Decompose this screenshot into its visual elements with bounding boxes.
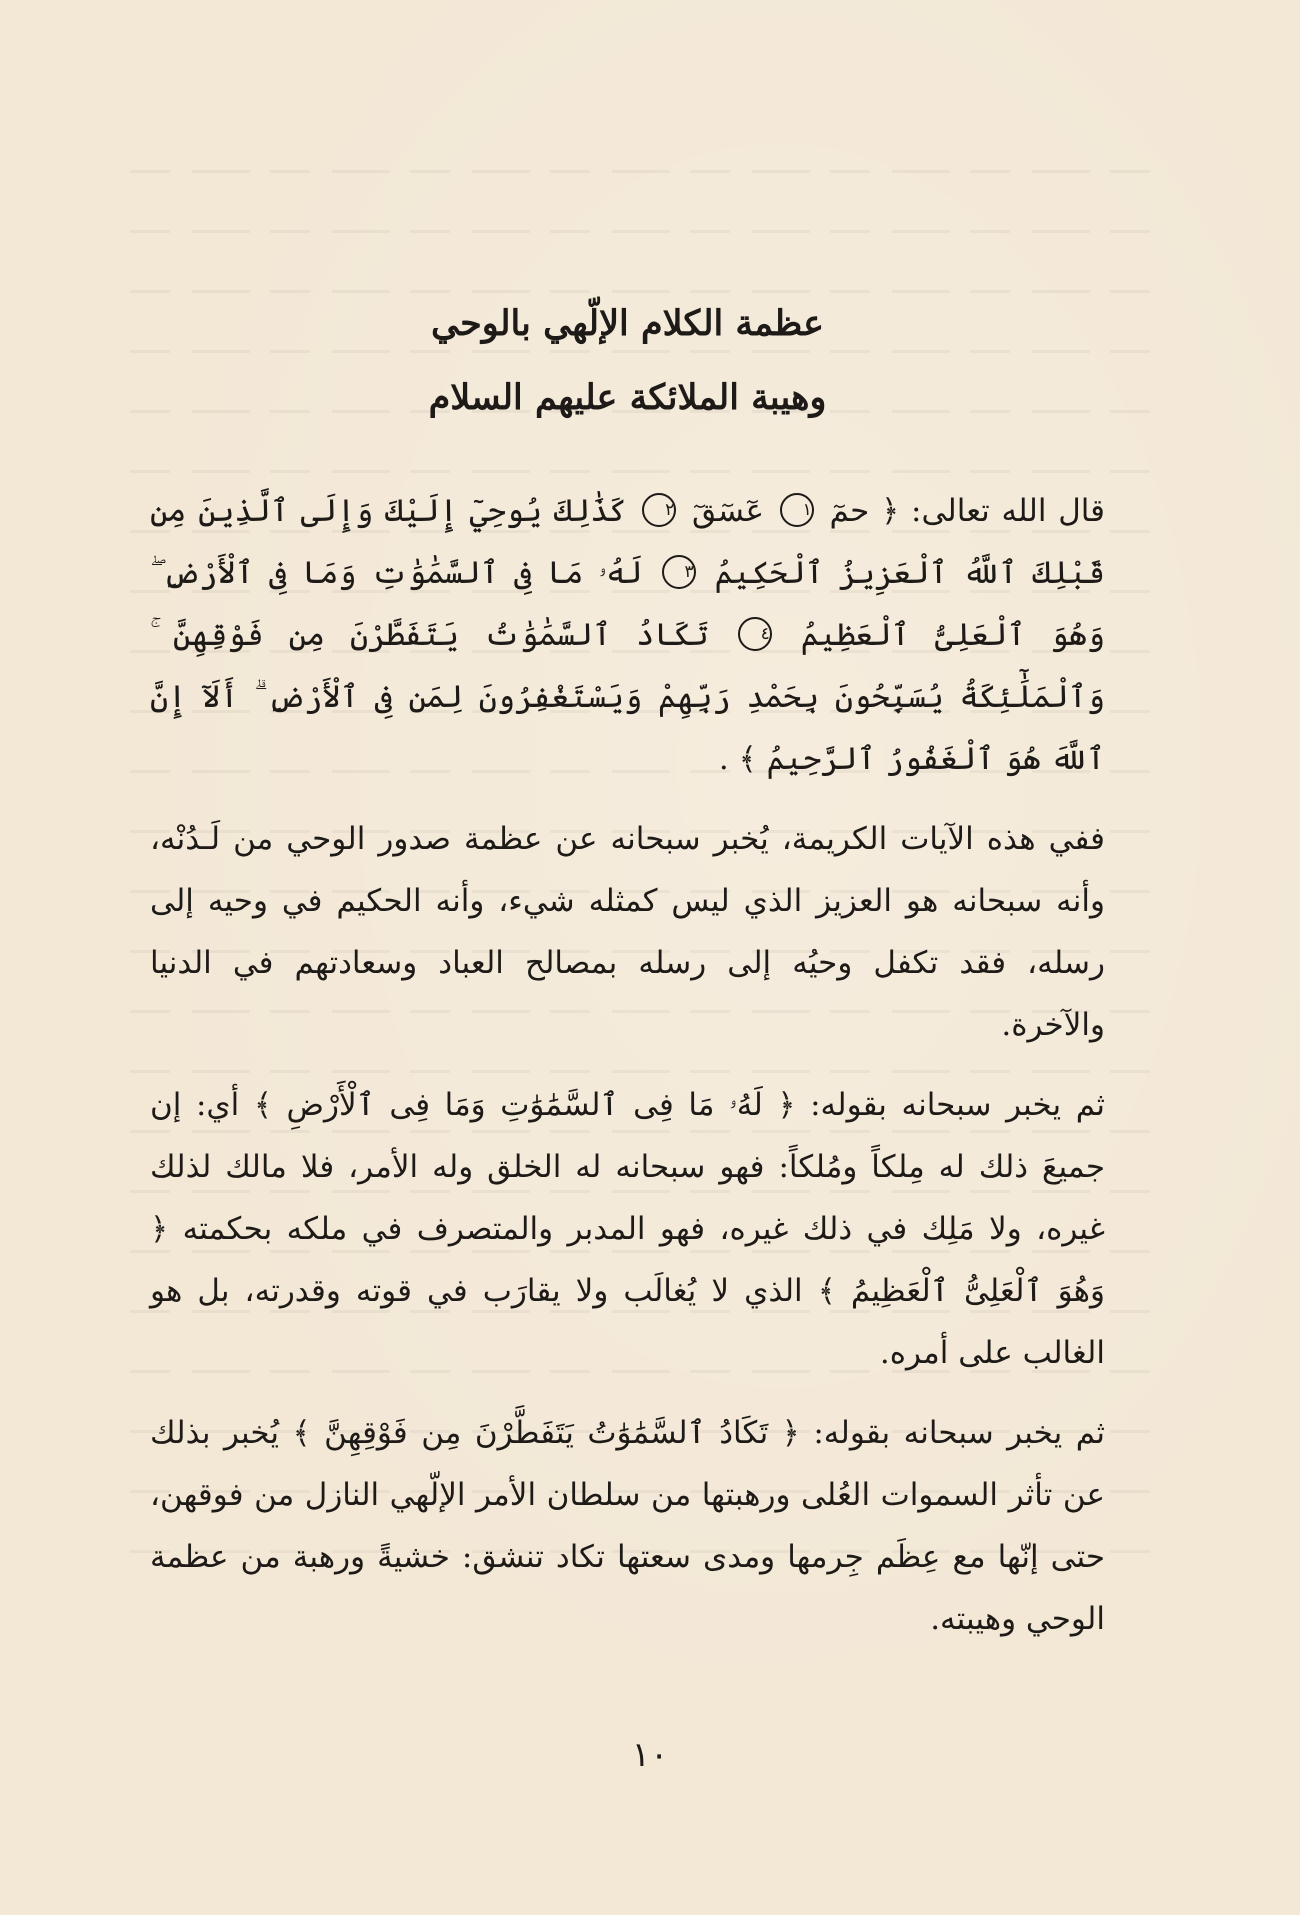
verse-segment: تَكَادُ ٱلسَّمَٰوَٰتُ يَتَفَطَّرْنَ مِن فَوْقِهِنَّ ۚ وَٱلْمَلَٰٓئِكَةُ يُسَبِّحُونَ بِحَمْدِ رَبِّهِمْ وَيَسْتَغْفِرُونَ لِمَن فِى ٱلْأَرْضِ ۗ أَلَآ إِنَّ ٱللَّهَ هُوَ ٱلْغَفُورُ ٱلرَّحِيمُ ﴾ .: [150, 617, 1105, 777]
ayah-marker: ٣: [662, 555, 696, 589]
chapter-title: عظمة الكلام الإلّهي بالوحي: [430, 303, 825, 344]
chapter-subtitle: وهيبة الملائكة عليهم السلام: [428, 377, 827, 418]
verse-segment: عٓسٓقٓ: [680, 493, 776, 529]
ayah-marker: ٢: [642, 493, 676, 527]
verse-segment: لَهُۥ مَا فِى ٱلسَّمَٰوَٰتِ وَمَا فِى ٱلْأَرْضِ ۖ وَهُوَ ٱلْعَلِىُّ ٱلْعَظِيمُ: [150, 555, 1105, 653]
body-paragraph: ففي هذه الآيات الكريمة، يُخبر سبحانه عن عظمة صدور الوحي من لَـدُنْه، وأنه سبحانه هو العزيز الذي ليس كمثله شيء، وأنه الحكيم في وحيه إلى رسله، فقد تكفل وحيُه إلى رسله بمصالح العباد وسعادتهم في الدنيا والآخرة.: [150, 821, 1105, 1043]
verse-paragraph: [150, 480, 1105, 790]
verse-segment: كَذَٰلِكَ يُوحِيٓ إِلَيْكَ وَإِلَى ٱلَّذِينَ مِن قَبْلِكَ ٱللَّهُ ٱلْعَزِيزُ ٱلْحَكِيمُ: [150, 493, 1105, 591]
verse-intro: قال الله تعالى:: [899, 493, 1106, 529]
verse-segment: ﴿ حمٓ: [817, 493, 900, 529]
page-number: ١٠: [631, 1735, 669, 1775]
page-content: [150, 300, 1105, 1668]
body-paragraph: ثم يخبر سبحانه بقوله: ﴿ لَهُۥ مَا فِى ٱلسَّمَٰوَٰتِ وَمَا فِى ٱلْأَرْضِ ﴾ أي: إن جميعَ ذلك له مِلكاً ومُلكاً: فهو سبحانه له الخلق وله الأمر، فلا مالك لذلك غيره، ولا مَلِك في ذلك غيره، فهو المدبر والمتصرف في ملكه بحكمته ﴿ وَهُوَ ٱلْعَلِىُّ ٱلْعَظِيمُ ﴾ الذي لا يُغالَب ولا يقارَب في قوته وقدرته، بل هو الغالب على أمره.: [150, 1087, 1105, 1371]
ayah-marker: ١: [780, 493, 814, 527]
ayah-marker: ٤: [738, 617, 772, 651]
body-paragraph: ثم يخبر سبحانه بقوله: ﴿ تَكَادُ ٱلسَّمَٰوَٰتُ يَتَفَطَّرْنَ مِن فَوْقِهِنَّ ﴾ يُخبر بذلك عن تأثر السموات العُلى ورهبتها من سلطان الأمر الإلّهي النازل من فوقهن، حتى إنّها مع عِظَم جِرمها ومدى سعتها تكاد تنشق: خشيةً ورهبة من عظمة الوحي وهيبته.: [150, 1415, 1105, 1637]
